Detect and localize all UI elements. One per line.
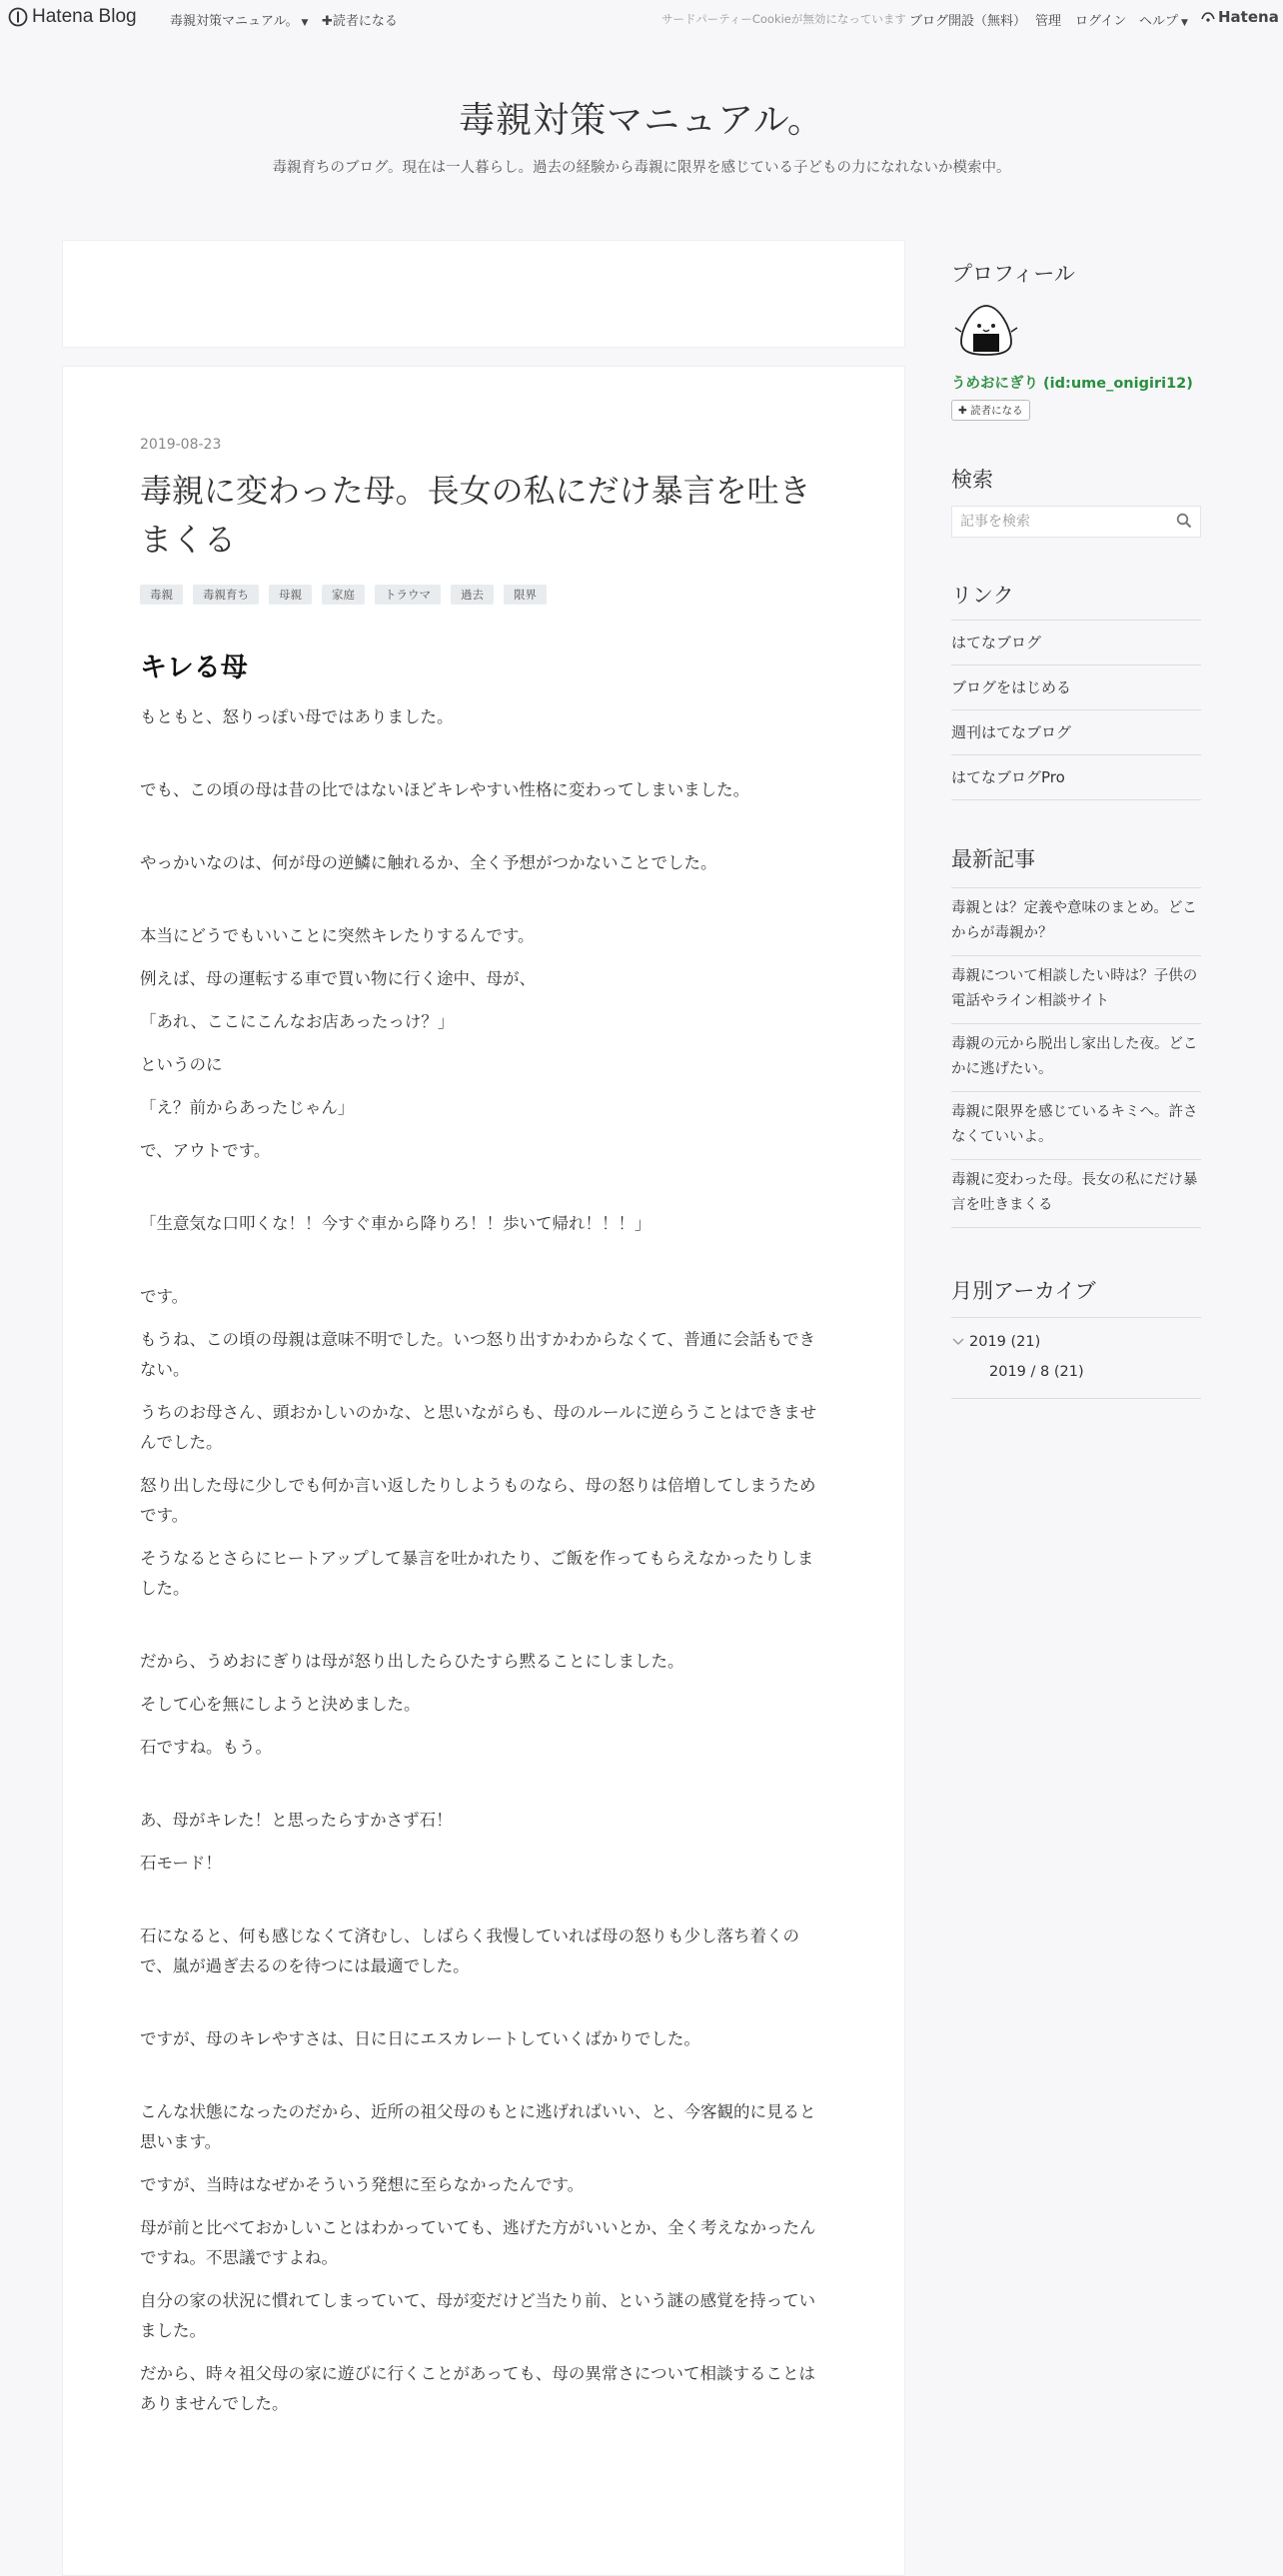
tag-link[interactable]: 過去 <box>451 585 494 605</box>
hatena-blog-icon <box>8 7 28 27</box>
paragraph: あ、母がキレた！と思ったらすかさず石！ <box>140 1811 453 1830</box>
archive-year[interactable]: 2019 (21) <box>951 1334 1040 1350</box>
blog-description: 毒親育ちのブログ。現在は一人暮らし。過去の経験から毒親に限界を感じている子どもの力になれないか模索中。 <box>272 160 1011 176</box>
archive-heading: 月別アーカイブ <box>951 1279 1096 1303</box>
link-item[interactable]: 週刊はてなブログ <box>951 710 1201 755</box>
blog-menu[interactable]: 毒親対策マニュアル。 ▼ <box>170 14 309 29</box>
search-icon[interactable] <box>1176 513 1192 529</box>
paragraph: 母が前と比べておかしいことはわかっていても、逃げた方がいいとか、全く考えなかったんですね。不思議ですよね。 <box>140 2218 816 2267</box>
link-item[interactable]: ブログをはじめる <box>951 665 1201 710</box>
paragraph: 本当にどうでもいいことに突然キレたりするんです。 <box>140 926 535 945</box>
paragraph: こんな状態になったのだから、近所の祖父母のもとに逃げればいい、と、今客観的に見ると思います。 <box>140 2102 816 2151</box>
section-heading: キレる母 <box>140 652 248 683</box>
chevron-down-icon <box>951 1337 965 1347</box>
article <box>62 366 905 2576</box>
hatena-link[interactable]: Hatena <box>1201 8 1279 26</box>
paragraph: 怒り出した母に少しでも何か言い返したりしようものなら、母の怒りは倍増してしまうためです。 <box>140 1476 816 1525</box>
search-input[interactable] <box>952 507 1168 537</box>
tag-link[interactable]: 毒親育ち <box>193 585 259 605</box>
paragraph: でも、この頃の母は昔の比ではないほどキレやすい性格に変わってしまいました。 <box>140 780 750 799</box>
caret-down-icon: ▼ <box>1181 18 1188 28</box>
paragraph: ですが、当時はなぜかそういう発想に至らなかったんです。 <box>140 2175 585 2194</box>
entry-date[interactable]: 2019-08-23 <box>140 437 222 453</box>
archive-month[interactable]: 2019 / 8 (21) <box>989 1364 1084 1380</box>
entry-tags <box>140 585 547 605</box>
hatena-blog-logo[interactable] <box>8 6 137 28</box>
blog-title[interactable]: 毒親対策マニュアル。 <box>459 100 824 141</box>
archive-list <box>951 1317 1201 1399</box>
paragraph: で、アウトです。 <box>140 1141 271 1160</box>
entry-content <box>140 648 829 2432</box>
help-menu[interactable]: ヘルプ ▼ <box>1139 14 1188 29</box>
entry-title[interactable]: 毒親に変わった母。長女の私にだけ暴言を吐きまくる <box>140 472 811 559</box>
paragraph: 石ですね。もう。 <box>140 1738 272 1757</box>
tag-link[interactable]: 毒親 <box>140 585 183 605</box>
paragraph: だから、うめおにぎりは母が怒り出したらひたすら黙ることにしました。 <box>140 1652 684 1671</box>
profile-name[interactable]: うめおにぎり (id:ume_onigiri12) <box>951 376 1193 392</box>
paragraph: 「生意気な口叩くな！！今すぐ車から降りろ！！歩いて帰れ！！！」 <box>140 1214 651 1233</box>
search-box <box>951 506 1201 538</box>
recent-item[interactable]: 毒親に変わった母。長女の私にだけ暴言を吐きまくる <box>951 1160 1201 1228</box>
search-heading: 検索 <box>951 468 993 492</box>
paragraph: そして心を無にしようと決めました。 <box>140 1695 421 1714</box>
ad-area <box>62 240 905 348</box>
plus-icon: ✚ <box>322 14 333 29</box>
paragraph: というのに <box>140 1055 223 1074</box>
link-item[interactable]: はてなブログ <box>951 621 1201 665</box>
paragraph: そうなるとさらにヒートアップして暴言を吐かれたり、ご飯を作ってもらえなかったりしました。 <box>140 1549 814 1598</box>
link-item[interactable]: はてなブログPro <box>951 755 1201 800</box>
paragraph: もうね、この頃の母親は意味不明でした。いつ怒り出すかわからなくて、普通に会話もできない。 <box>140 1330 816 1379</box>
tag-link[interactable]: 家庭 <box>322 585 365 605</box>
manage-link[interactable]: 管理 <box>1035 14 1062 29</box>
paragraph: うちのお母さん、頭おかしいのかな、と思いながらも、母のルールに逆らうことはできませんでした。 <box>140 1403 817 1452</box>
paragraph: だから、時々祖父母の家に遊びに行くことがあっても、母の異常さについて相談することはありませんでした。 <box>140 2364 816 2413</box>
paragraph: 「あれ、ここにこんなお店あったっけ？」 <box>140 1012 455 1031</box>
paragraph: 石になると、何も感じなくて済むし、しばらく我慢していれば母の怒りも少し落ち着くので、嵐が過ぎ去るのを待つには最適でした。 <box>140 1927 799 1975</box>
plus-icon: ✚ <box>958 405 967 417</box>
caret-down-icon: ▼ <box>301 18 309 28</box>
paragraph: もともと、怒りっぽい母ではありました。 <box>140 707 454 726</box>
global-header <box>0 0 1283 36</box>
tag-link[interactable]: 母親 <box>269 585 312 605</box>
paragraphs <box>140 702 829 2419</box>
recent-item[interactable]: 毒親とは？定義や意味のまとめ。どこからが毒親か？ <box>951 888 1201 956</box>
paragraph: です。 <box>140 1287 189 1306</box>
logo-text: Hatena Blog <box>32 6 137 27</box>
tag-link[interactable]: トラウマ <box>375 585 441 605</box>
paragraph: 例えば、母の運転する車で買い物に行く途中、母が、 <box>140 969 536 988</box>
paragraph: 「え？前からあったじゃん」 <box>140 1098 355 1117</box>
links-heading: リンク <box>951 584 1014 608</box>
links-list <box>951 620 1201 800</box>
profile-heading: プロフィール <box>951 262 1075 286</box>
hatena-icon <box>1201 11 1215 23</box>
recent-item[interactable]: 毒親の元から脱出し家出した夜。どこかに逃げたい。 <box>951 1024 1201 1092</box>
cookie-notice: サードパーティーCookieが無効になっています <box>661 12 906 26</box>
login-link[interactable]: ログイン <box>1075 14 1127 29</box>
onigiri-avatar[interactable] <box>951 300 1021 360</box>
recent-list <box>951 887 1201 1228</box>
follow-button[interactable]: ✚読者になる <box>322 14 398 29</box>
open-blog-link[interactable]: ブログ開設（無料） <box>909 14 1027 29</box>
paragraph: やっかいなのは、何が母の逆鱗に触れるか、全く予想がつかないことでした。 <box>140 853 717 872</box>
subscribe-button[interactable]: ✚ 読者になる <box>951 400 1030 421</box>
tag-link[interactable]: 限界 <box>504 585 547 605</box>
recent-item[interactable]: 毒親について相談したい時は？子供の電話やライン相談サイト <box>951 956 1201 1024</box>
paragraph: 自分の家の状況に慣れてしまっていて、母が変だけど当たり前、という謎の感覚を持っていました。 <box>140 2291 816 2340</box>
paragraph: 石モード！ <box>140 1854 222 1873</box>
recent-item[interactable]: 毒親に限界を感じているキミへ。許さなくていいよ。 <box>951 1092 1201 1160</box>
recent-heading: 最新記事 <box>951 847 1035 871</box>
paragraph: ですが、母のキレやすさは、日に日にエスカレートしていくばかりでした。 <box>140 2029 700 2048</box>
